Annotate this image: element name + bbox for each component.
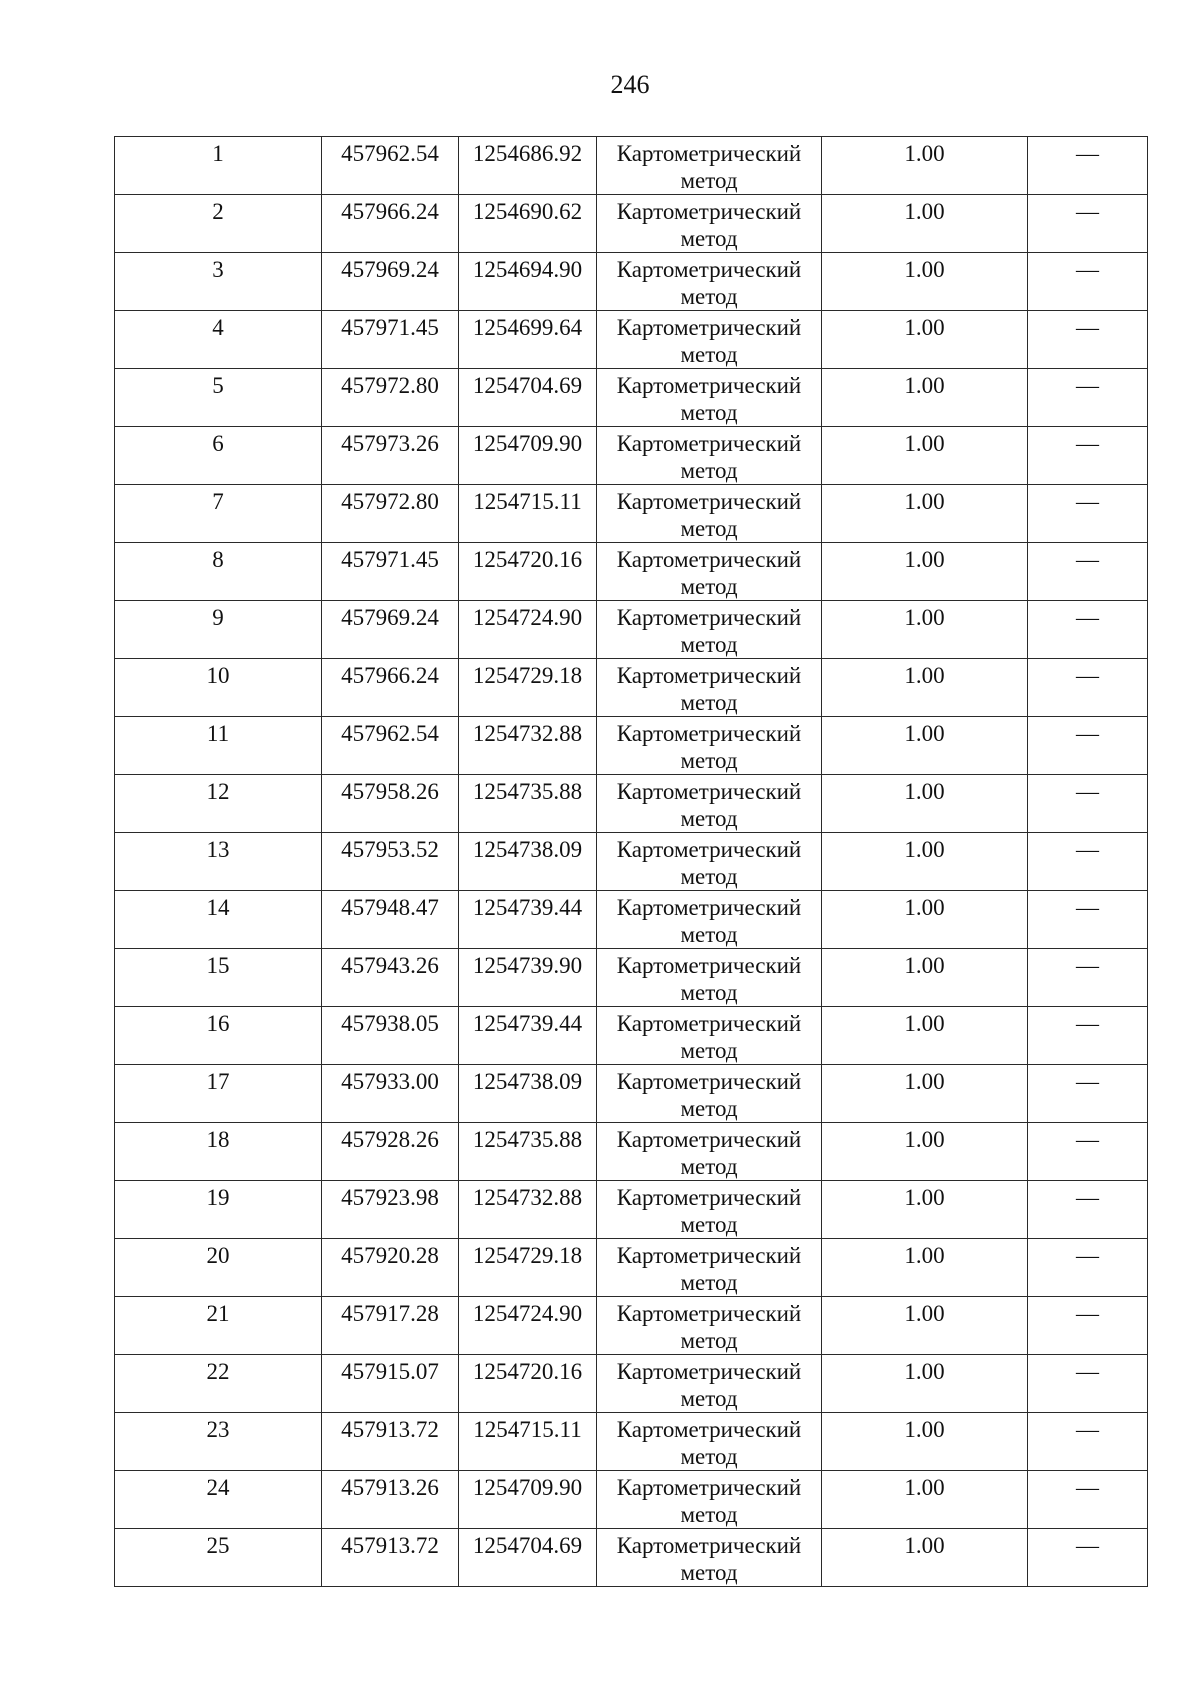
method-cell xyxy=(597,137,822,195)
method-line: Картометрический xyxy=(616,315,802,340)
table-row xyxy=(115,543,1148,601)
description-cell: — xyxy=(1028,369,1148,427)
method-line: Картометрический xyxy=(616,1533,802,1558)
point-number-cell: 22 xyxy=(115,1355,322,1413)
method-line: метод xyxy=(680,284,738,309)
table-row xyxy=(115,659,1148,717)
accuracy-cell: 1.00 xyxy=(822,1239,1028,1297)
method-cell xyxy=(597,1065,822,1123)
method-line: метод xyxy=(680,864,738,889)
description-cell: — xyxy=(1028,1239,1148,1297)
y-coordinate-cell: 1254704.69 xyxy=(459,1529,597,1587)
y-coordinate-cell: 1254732.88 xyxy=(459,717,597,775)
method-cell xyxy=(597,195,822,253)
x-coordinate-cell: 457948.47 xyxy=(322,891,459,949)
accuracy-cell: 1.00 xyxy=(822,659,1028,717)
y-coordinate-cell: 1254720.16 xyxy=(459,1355,597,1413)
point-number-cell: 18 xyxy=(115,1123,322,1181)
y-coordinate-cell: 1254694.90 xyxy=(459,253,597,311)
method-line: метод xyxy=(680,1560,738,1585)
y-coordinate-cell: 1254729.18 xyxy=(459,659,597,717)
y-coordinate-cell: 1254690.62 xyxy=(459,195,597,253)
method-line: Картометрический xyxy=(616,953,802,978)
table-row xyxy=(115,949,1148,1007)
method-line: метод xyxy=(680,168,738,193)
description-cell: — xyxy=(1028,1471,1148,1529)
accuracy-cell: 1.00 xyxy=(822,1413,1028,1471)
method-line: Картометрический xyxy=(616,1243,802,1268)
method-cell xyxy=(597,891,822,949)
method-cell xyxy=(597,659,822,717)
accuracy-cell: 1.00 xyxy=(822,1529,1028,1587)
method-line: метод xyxy=(680,922,738,947)
point-number-cell: 20 xyxy=(115,1239,322,1297)
y-coordinate-cell: 1254739.44 xyxy=(459,1007,597,1065)
method-cell xyxy=(597,1471,822,1529)
method-line: метод xyxy=(680,1154,738,1179)
accuracy-cell: 1.00 xyxy=(822,427,1028,485)
method-cell xyxy=(597,543,822,601)
description-cell: — xyxy=(1028,775,1148,833)
method-line: Картометрический xyxy=(616,1301,802,1326)
description-cell: — xyxy=(1028,601,1148,659)
x-coordinate-cell: 457915.07 xyxy=(322,1355,459,1413)
point-number-cell: 1 xyxy=(115,137,322,195)
point-number-cell: 11 xyxy=(115,717,322,775)
method-line: метод xyxy=(680,1502,738,1527)
description-cell: — xyxy=(1028,1529,1148,1587)
description-cell: — xyxy=(1028,1181,1148,1239)
accuracy-cell: 1.00 xyxy=(822,137,1028,195)
method-line: метод xyxy=(680,690,738,715)
point-number-cell: 6 xyxy=(115,427,322,485)
point-number-cell: 17 xyxy=(115,1065,322,1123)
method-line: метод xyxy=(680,516,738,541)
accuracy-cell: 1.00 xyxy=(822,833,1028,891)
method-line: метод xyxy=(680,1270,738,1295)
y-coordinate-cell: 1254738.09 xyxy=(459,1065,597,1123)
y-coordinate-cell: 1254732.88 xyxy=(459,1181,597,1239)
method-cell xyxy=(597,1181,822,1239)
point-number-cell: 24 xyxy=(115,1471,322,1529)
table-row xyxy=(115,1297,1148,1355)
description-cell: — xyxy=(1028,891,1148,949)
method-line: Картометрический xyxy=(616,1127,802,1152)
x-coordinate-cell: 457913.26 xyxy=(322,1471,459,1529)
accuracy-cell: 1.00 xyxy=(822,1181,1028,1239)
coordinates-table-body xyxy=(115,137,1148,1587)
table-row xyxy=(115,1529,1148,1587)
y-coordinate-cell: 1254709.90 xyxy=(459,1471,597,1529)
y-coordinate-cell: 1254720.16 xyxy=(459,543,597,601)
x-coordinate-cell: 457958.26 xyxy=(322,775,459,833)
method-cell xyxy=(597,427,822,485)
table-row xyxy=(115,1239,1148,1297)
description-cell: — xyxy=(1028,1297,1148,1355)
method-line: метод xyxy=(680,1328,738,1353)
description-cell: — xyxy=(1028,543,1148,601)
table-row xyxy=(115,311,1148,369)
accuracy-cell: 1.00 xyxy=(822,1123,1028,1181)
method-line: Картометрический xyxy=(616,489,802,514)
x-coordinate-cell: 457923.98 xyxy=(322,1181,459,1239)
method-line: метод xyxy=(680,1444,738,1469)
method-line: метод xyxy=(680,806,738,831)
description-cell: — xyxy=(1028,1355,1148,1413)
method-line: Картометрический xyxy=(616,837,802,862)
accuracy-cell: 1.00 xyxy=(822,775,1028,833)
method-line: Картометрический xyxy=(616,547,802,572)
y-coordinate-cell: 1254739.44 xyxy=(459,891,597,949)
accuracy-cell: 1.00 xyxy=(822,1007,1028,1065)
method-line: Картометрический xyxy=(616,1011,802,1036)
method-line: метод xyxy=(680,342,738,367)
method-line: Картометрический xyxy=(616,605,802,630)
description-cell: — xyxy=(1028,949,1148,1007)
x-coordinate-cell: 457966.24 xyxy=(322,195,459,253)
method-line: Картометрический xyxy=(616,779,802,804)
point-number-cell: 5 xyxy=(115,369,322,427)
coordinates-table xyxy=(114,136,1148,1587)
x-coordinate-cell: 457917.28 xyxy=(322,1297,459,1355)
table-row xyxy=(115,195,1148,253)
y-coordinate-cell: 1254724.90 xyxy=(459,1297,597,1355)
point-number-cell: 3 xyxy=(115,253,322,311)
table-row xyxy=(115,1007,1148,1065)
method-line: метод xyxy=(680,632,738,657)
x-coordinate-cell: 457938.05 xyxy=(322,1007,459,1065)
point-number-cell: 14 xyxy=(115,891,322,949)
point-number-cell: 7 xyxy=(115,485,322,543)
method-line: Картометрический xyxy=(616,895,802,920)
method-cell xyxy=(597,601,822,659)
table-row xyxy=(115,427,1148,485)
accuracy-cell: 1.00 xyxy=(822,253,1028,311)
description-cell: — xyxy=(1028,485,1148,543)
method-cell xyxy=(597,949,822,1007)
point-number-cell: 4 xyxy=(115,311,322,369)
table-row xyxy=(115,891,1148,949)
table-row xyxy=(115,717,1148,775)
point-number-cell: 16 xyxy=(115,1007,322,1065)
method-cell xyxy=(597,775,822,833)
table-row xyxy=(115,1413,1148,1471)
y-coordinate-cell: 1254735.88 xyxy=(459,775,597,833)
x-coordinate-cell: 457969.24 xyxy=(322,253,459,311)
method-cell xyxy=(597,1529,822,1587)
description-cell: — xyxy=(1028,659,1148,717)
method-line: метод xyxy=(680,748,738,773)
table-row xyxy=(115,775,1148,833)
method-line: Картометрический xyxy=(616,1475,802,1500)
method-line: Картометрический xyxy=(616,1069,802,1094)
y-coordinate-cell: 1254729.18 xyxy=(459,1239,597,1297)
x-coordinate-cell: 457953.52 xyxy=(322,833,459,891)
method-line: метод xyxy=(680,1386,738,1411)
x-coordinate-cell: 457973.26 xyxy=(322,427,459,485)
y-coordinate-cell: 1254724.90 xyxy=(459,601,597,659)
table-row xyxy=(115,833,1148,891)
method-cell xyxy=(597,253,822,311)
accuracy-cell: 1.00 xyxy=(822,195,1028,253)
x-coordinate-cell: 457933.00 xyxy=(322,1065,459,1123)
accuracy-cell: 1.00 xyxy=(822,717,1028,775)
method-cell xyxy=(597,1239,822,1297)
point-number-cell: 23 xyxy=(115,1413,322,1471)
method-cell xyxy=(597,833,822,891)
description-cell: — xyxy=(1028,311,1148,369)
description-cell: — xyxy=(1028,717,1148,775)
method-line: метод xyxy=(680,980,738,1005)
page-number: 246 xyxy=(610,70,650,99)
method-cell xyxy=(597,1007,822,1065)
x-coordinate-cell: 457943.26 xyxy=(322,949,459,1007)
x-coordinate-cell: 457969.24 xyxy=(322,601,459,659)
description-cell: — xyxy=(1028,1123,1148,1181)
table-row xyxy=(115,1065,1148,1123)
point-number-cell: 12 xyxy=(115,775,322,833)
y-coordinate-cell: 1254715.11 xyxy=(459,485,597,543)
table-row xyxy=(115,253,1148,311)
method-cell xyxy=(597,311,822,369)
x-coordinate-cell: 457972.80 xyxy=(322,369,459,427)
accuracy-cell: 1.00 xyxy=(822,311,1028,369)
accuracy-cell: 1.00 xyxy=(822,949,1028,1007)
table-row xyxy=(115,601,1148,659)
y-coordinate-cell: 1254709.90 xyxy=(459,427,597,485)
description-cell: — xyxy=(1028,1413,1148,1471)
x-coordinate-cell: 457962.54 xyxy=(322,137,459,195)
table-row xyxy=(115,1181,1148,1239)
table-row xyxy=(115,369,1148,427)
x-coordinate-cell: 457971.45 xyxy=(322,311,459,369)
x-coordinate-cell: 457966.24 xyxy=(322,659,459,717)
point-number-cell: 8 xyxy=(115,543,322,601)
description-cell: — xyxy=(1028,195,1148,253)
table-row xyxy=(115,137,1148,195)
accuracy-cell: 1.00 xyxy=(822,891,1028,949)
accuracy-cell: 1.00 xyxy=(822,1297,1028,1355)
method-cell xyxy=(597,1355,822,1413)
description-cell: — xyxy=(1028,137,1148,195)
y-coordinate-cell: 1254704.69 xyxy=(459,369,597,427)
point-number-cell: 13 xyxy=(115,833,322,891)
x-coordinate-cell: 457920.28 xyxy=(322,1239,459,1297)
description-cell: — xyxy=(1028,427,1148,485)
description-cell: — xyxy=(1028,833,1148,891)
accuracy-cell: 1.00 xyxy=(822,543,1028,601)
y-coordinate-cell: 1254715.11 xyxy=(459,1413,597,1471)
point-number-cell: 21 xyxy=(115,1297,322,1355)
y-coordinate-cell: 1254738.09 xyxy=(459,833,597,891)
method-line: Картометрический xyxy=(616,663,802,688)
method-cell xyxy=(597,1297,822,1355)
y-coordinate-cell: 1254735.88 xyxy=(459,1123,597,1181)
method-line: метод xyxy=(680,1096,738,1121)
y-coordinate-cell: 1254699.64 xyxy=(459,311,597,369)
method-line: Картометрический xyxy=(616,141,802,166)
method-line: Картометрический xyxy=(616,1359,802,1384)
y-coordinate-cell: 1254739.90 xyxy=(459,949,597,1007)
x-coordinate-cell: 457972.80 xyxy=(322,485,459,543)
point-number-cell: 10 xyxy=(115,659,322,717)
description-cell: — xyxy=(1028,1065,1148,1123)
method-line: Картометрический xyxy=(616,1417,802,1442)
method-line: Картометрический xyxy=(616,199,802,224)
y-coordinate-cell: 1254686.92 xyxy=(459,137,597,195)
x-coordinate-cell: 457962.54 xyxy=(322,717,459,775)
method-line: метод xyxy=(680,400,738,425)
table-row xyxy=(115,1123,1148,1181)
table-row xyxy=(115,1355,1148,1413)
x-coordinate-cell: 457928.26 xyxy=(322,1123,459,1181)
method-line: метод xyxy=(680,574,738,599)
method-line: метод xyxy=(680,458,738,483)
point-number-cell: 15 xyxy=(115,949,322,1007)
method-line: метод xyxy=(680,1212,738,1237)
x-coordinate-cell: 457913.72 xyxy=(322,1413,459,1471)
method-cell xyxy=(597,1123,822,1181)
accuracy-cell: 1.00 xyxy=(822,1065,1028,1123)
method-line: Картометрический xyxy=(616,373,802,398)
description-cell: — xyxy=(1028,253,1148,311)
x-coordinate-cell: 457913.72 xyxy=(322,1529,459,1587)
point-number-cell: 25 xyxy=(115,1529,322,1587)
method-cell xyxy=(597,369,822,427)
accuracy-cell: 1.00 xyxy=(822,601,1028,659)
accuracy-cell: 1.00 xyxy=(822,1355,1028,1413)
method-cell xyxy=(597,485,822,543)
method-line: Картометрический xyxy=(616,431,802,456)
method-line: Картометрический xyxy=(616,721,802,746)
method-cell xyxy=(597,717,822,775)
method-cell xyxy=(597,1413,822,1471)
method-line: метод xyxy=(680,1038,738,1063)
x-coordinate-cell: 457971.45 xyxy=(322,543,459,601)
method-line: метод xyxy=(680,226,738,251)
method-line: Картометрический xyxy=(616,257,802,282)
point-number-cell: 19 xyxy=(115,1181,322,1239)
accuracy-cell: 1.00 xyxy=(822,369,1028,427)
method-line: Картометрический xyxy=(616,1185,802,1210)
accuracy-cell: 1.00 xyxy=(822,485,1028,543)
table-row xyxy=(115,485,1148,543)
description-cell: — xyxy=(1028,1007,1148,1065)
point-number-cell: 9 xyxy=(115,601,322,659)
accuracy-cell: 1.00 xyxy=(822,1471,1028,1529)
point-number-cell: 2 xyxy=(115,195,322,253)
table-row xyxy=(115,1471,1148,1529)
